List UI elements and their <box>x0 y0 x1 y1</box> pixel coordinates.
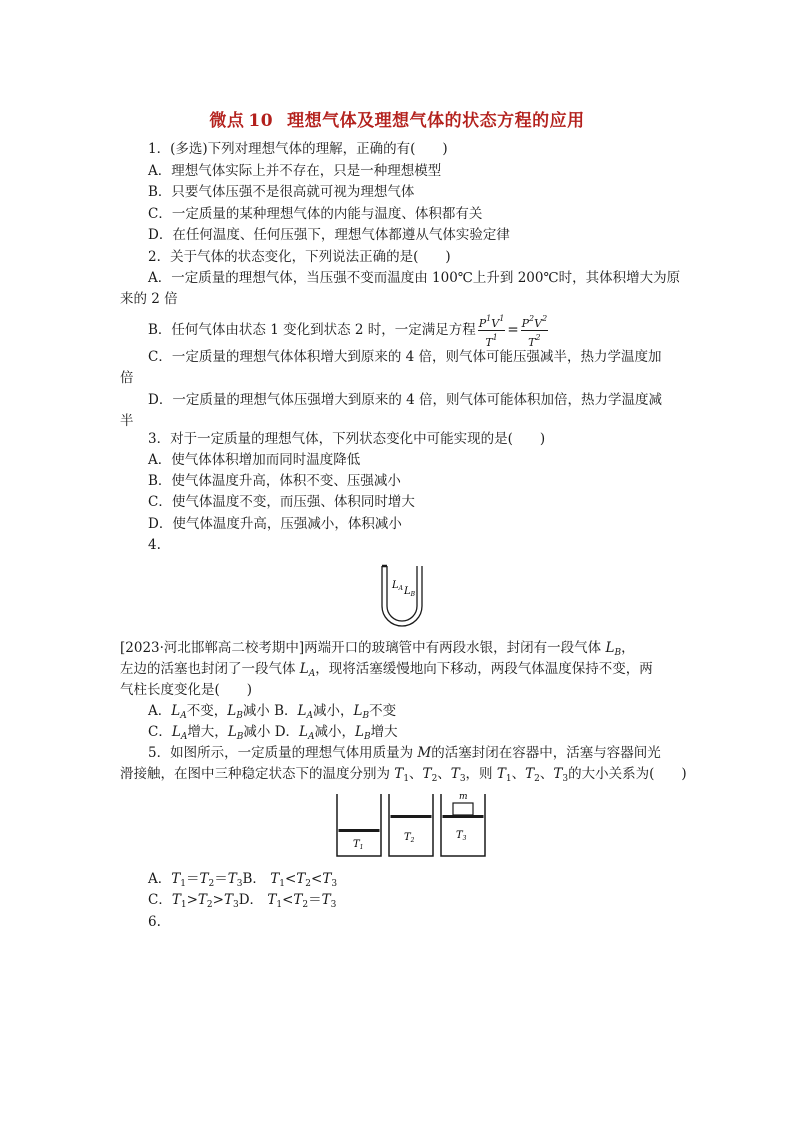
q2-stem: 2．关于气体的状态变化，下列说法正确的是( ) <box>148 249 451 265</box>
q2-option-a-line1: A．一定质量的理想气体，当压强不变而温度由 100℃上升到 200℃时，其体积增大为原 <box>148 270 681 286</box>
label-mass-m: m <box>459 792 468 802</box>
title-label: 微点 <box>209 111 245 131</box>
q4-stem-line1: [2023·河北邯郸高二校考期中]两端开口的玻璃管中有两段水银，封闭有一段气体 $L_B$， <box>120 640 635 658</box>
q1-option-d: D．在任何温度、任何压强下，理想气体都遵从气体实验定律 <box>148 227 510 243</box>
q2-option-d-line2: 半 <box>120 413 134 429</box>
q4-stem-line2: 左边的活塞也封闭了一段气体 $L_A$，现将活塞缓慢地向下移动，两段气体温度保持不变，两 <box>120 661 653 679</box>
q4-options-ab: A．$L_A$不变，$L_B$减小 B．$L_A$减小，$L_B$不变 <box>148 703 397 721</box>
three-containers-figure <box>333 786 493 860</box>
q2-option-b-text: B．任何气体由状态 1 变化到状态 2 时，一定满足方程 <box>148 322 476 338</box>
formula-right: $\frac{P^2V^2}{T^2}$ <box>521 314 548 349</box>
title-text: 理想气体及理想气体的状态方程的应用 <box>287 111 585 131</box>
q2-option-c-line1: C．一定质量的理想气体体积增大到原来的 4 倍，则气体可能压强减半，热力学温度加 <box>148 349 662 365</box>
q2-option-c-line2: 倍 <box>120 370 134 386</box>
u-tube-figure <box>372 560 432 630</box>
q3-stem: 3．对于一定质量的理想气体，下列状态变化中可能实现的是( ) <box>148 431 546 447</box>
page-title <box>0 106 794 131</box>
q1-option-c: C．一定质量的某种理想气体的内能与温度、体积都有关 <box>148 206 483 222</box>
q3-option-c: C．使气体温度不变，而压强、体积同时增大 <box>148 494 415 510</box>
q2-option-a-line2: 来的 2 倍 <box>120 291 178 307</box>
q5-options-ab: A．$T_1=T_2=T_3B$． $T_1<T_2<T_3$ <box>148 871 338 889</box>
q4-options-cd: C．$L_A$增大，$L_B$减小 D．$L_A$减小，$L_B$增大 <box>148 724 398 742</box>
q2-option-d-line1: D．一定质量的理想气体压强增大到原来的 4 倍，则气体可能体积加倍，热力学温度减 <box>148 392 662 408</box>
label-la: $L_A$ <box>392 580 403 592</box>
label-t3: $T_3$ <box>456 830 467 842</box>
q4-number: 4. <box>148 537 161 553</box>
q5-options-cd: C．$T_1>T_2>T_3D$． $T_1<T_2=T_3$ <box>148 892 337 910</box>
label-t2: $T_2$ <box>404 832 415 844</box>
title-number: 10 <box>248 111 274 131</box>
q6-number: 6. <box>148 914 161 930</box>
q3-option-d: D．使气体温度升高，压强减小，体积减小 <box>148 516 402 532</box>
q5-stem-line1: 5．如图所示，一定质量的理想气体用质量为 M的活塞封闭在容器中，活塞与容器间光 <box>148 745 661 761</box>
q5-stem-line2: 滑接触，在图中三种稳定状态下的温度分别为 $T_1$、$T_2$、$T_3$，则 $T_1$、$T_2$、$T_3$的大小关系为( ) <box>120 766 687 784</box>
q4-stem-line3: 气柱长度变化是( ) <box>120 682 253 698</box>
formula-equals: = <box>507 322 519 338</box>
label-t1: $T_1$ <box>353 839 364 851</box>
formula-left: $\frac{P^1V^1}{T^1}$ <box>478 314 505 349</box>
q1-stem: 1．(多选)下列对理想气体的理解，正确的有( ) <box>148 141 448 157</box>
q3-option-a: A．使气体体积增加而同时温度降低 <box>148 452 361 468</box>
q1-option-a: A．理想气体实际上并不存在，只是一种理想模型 <box>148 163 442 179</box>
q1-option-b: B．只要气体压强不是很高就可视为理想气体 <box>148 184 415 200</box>
label-lb: $L_B$ <box>404 586 416 598</box>
q3-option-b: B．使气体温度升高，体积不变、压强减小 <box>148 473 401 489</box>
q2-option-b <box>148 312 550 349</box>
